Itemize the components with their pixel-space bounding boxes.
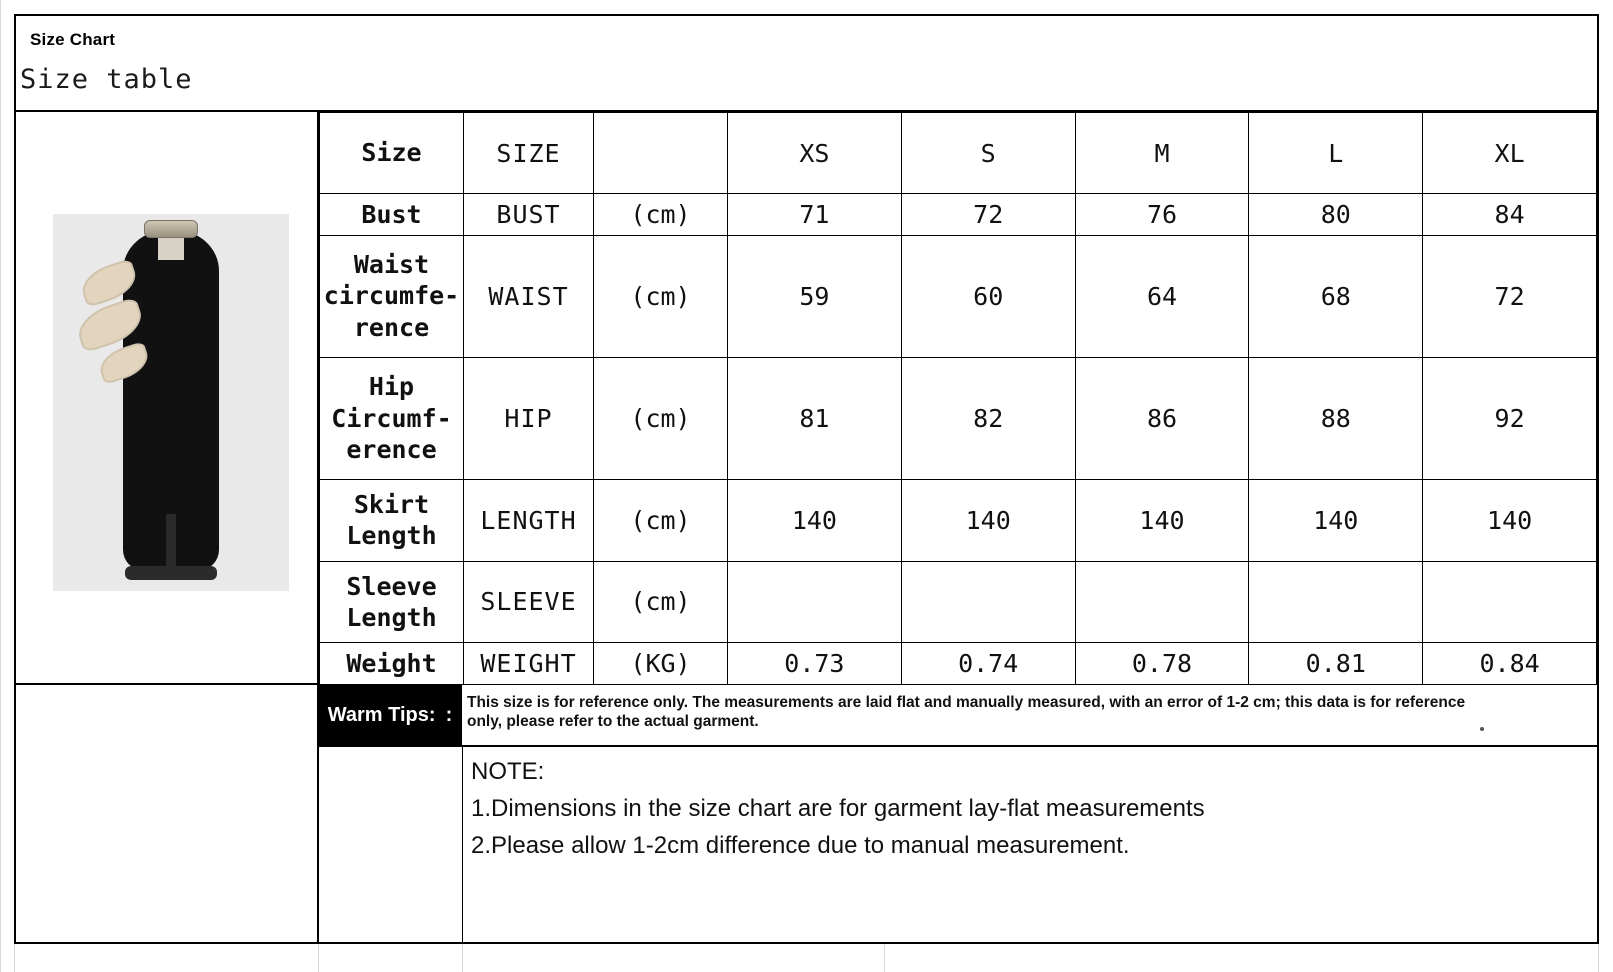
product-photo: [53, 214, 289, 591]
table-row: [320, 235, 1597, 357]
header-size-m: M: [1075, 113, 1249, 194]
tips-decorative-dot: [1480, 727, 1484, 731]
row-unit-hip: (cm): [594, 357, 728, 479]
table-row: [320, 194, 1597, 236]
header-size-l: L: [1249, 113, 1423, 194]
cell-hip-l: 88: [1249, 357, 1423, 479]
row-label-sleeve: Sleeve Length: [320, 561, 464, 643]
header-unit-cell: [594, 113, 728, 194]
cell-length-m: 140: [1075, 479, 1249, 561]
header-size-xs: XS: [728, 113, 902, 194]
cell-sleeve-xl: [1423, 561, 1597, 643]
table-row: [320, 357, 1597, 479]
warm-tips-label-text: Warm Tips:: [327, 703, 436, 726]
mannequin-stand-base: [125, 566, 217, 580]
cell-bust-s: 72: [901, 194, 1075, 236]
cell-length-s: 140: [901, 479, 1075, 561]
warm-tips-row: [319, 685, 1597, 747]
warm-tips-text: This size is for reference only. The measurements are laid flat and manually measured, with an error of 1-2 cm; this data is for reference only, please refer to the actual garment.: [467, 694, 1466, 731]
dress-neckband: [144, 220, 198, 238]
header-size-s: S: [901, 113, 1075, 194]
row-label-length: Skirt Length: [320, 479, 464, 561]
cell-waist-xs: 59: [728, 235, 902, 357]
row-unit-bust: (cm): [594, 194, 728, 236]
cell-length-l: 140: [1249, 479, 1423, 561]
warm-tips-label: [319, 685, 462, 745]
row-label-bust: Bust: [320, 194, 464, 236]
header-label-cell: Size: [320, 113, 464, 194]
size-table: [319, 112, 1597, 685]
cell-weight-xl: 0.84: [1423, 643, 1597, 685]
row-code-hip: HIP: [464, 357, 594, 479]
cell-weight-m: 0.78: [1075, 643, 1249, 685]
cell-waist-s: 60: [901, 235, 1075, 357]
table-row: [320, 561, 1597, 643]
row-label-hip: Hip Circumf-erence: [320, 357, 464, 479]
row-code-length: LENGTH: [464, 479, 594, 561]
cell-hip-xl: 92: [1423, 357, 1597, 479]
page-title-small: Size Chart: [30, 30, 116, 49]
product-image-cell: [16, 112, 317, 685]
note-title: NOTE:: [471, 758, 545, 785]
cell-weight-xs: 0.73: [728, 643, 902, 685]
table-row: [320, 643, 1597, 685]
page-title: Size table: [20, 64, 193, 95]
cell-bust-m: 76: [1075, 194, 1249, 236]
table-header-row: [320, 113, 1597, 194]
row-code-weight: WEIGHT: [464, 643, 594, 685]
cell-hip-m: 86: [1075, 357, 1249, 479]
cell-sleeve-s: [901, 561, 1075, 643]
note-line-1: 1.Dimensions in the size chart are for garment lay-flat measurements: [471, 795, 1205, 823]
cell-weight-l: 0.81: [1249, 643, 1423, 685]
cell-length-xs: 140: [728, 479, 902, 561]
product-image-column: [16, 112, 319, 942]
note-column-divider: [462, 747, 463, 942]
cell-hip-xs: 81: [728, 357, 902, 479]
row-unit-sleeve: (cm): [594, 561, 728, 643]
cell-bust-l: 80: [1249, 194, 1423, 236]
cell-waist-m: 64: [1075, 235, 1249, 357]
mannequin-stand-pole: [166, 514, 176, 574]
size-table-container: [319, 112, 1597, 685]
row-unit-weight: (KG): [594, 643, 728, 685]
table-row: [320, 479, 1597, 561]
note-line-2: 2.Please allow 1-2cm difference due to manual measurement.: [471, 832, 1130, 860]
row-unit-length: (cm): [594, 479, 728, 561]
header-size-xl: XL: [1423, 113, 1597, 194]
cell-waist-l: 68: [1249, 235, 1423, 357]
cell-bust-xs: 71: [728, 194, 902, 236]
row-label-waist: Waist circumfe-rence: [320, 235, 464, 357]
warm-tips-colon: :: [445, 703, 453, 726]
header-code-cell: SIZE: [464, 113, 594, 194]
cell-weight-s: 0.74: [901, 643, 1075, 685]
page-header: [16, 16, 1597, 112]
row-unit-waist: (cm): [594, 235, 728, 357]
row-code-waist: WAIST: [464, 235, 594, 357]
cell-sleeve-xs: [728, 561, 902, 643]
row-code-sleeve: SLEEVE: [464, 561, 594, 643]
row-label-weight: Weight: [320, 643, 464, 685]
size-chart-page: [14, 14, 1599, 944]
note-text: [471, 753, 1585, 865]
cell-hip-s: 82: [901, 357, 1075, 479]
cell-waist-xl: 72: [1423, 235, 1597, 357]
cell-bust-xl: 84: [1423, 194, 1597, 236]
cell-length-xl: 140: [1423, 479, 1597, 561]
row-code-bust: BUST: [464, 194, 594, 236]
cell-sleeve-m: [1075, 561, 1249, 643]
cell-sleeve-l: [1249, 561, 1423, 643]
note-block: [319, 747, 1597, 942]
